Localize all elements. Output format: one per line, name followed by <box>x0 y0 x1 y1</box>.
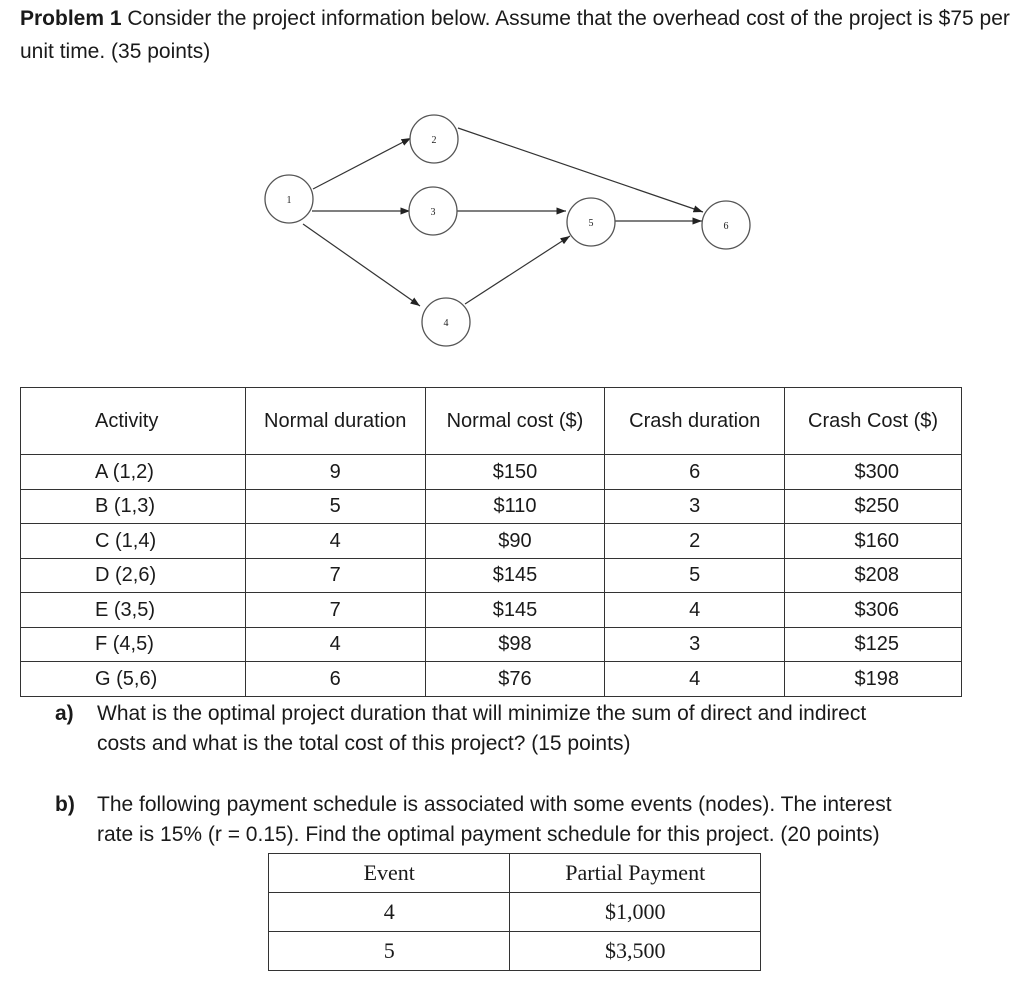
cell-crash-cost: $250 <box>785 489 962 524</box>
edge-1-4 <box>303 224 420 306</box>
question-b-line-1: The following payment schedule is associated with some events (nodes). The interest <box>97 793 892 816</box>
node-2 <box>410 115 458 163</box>
cell-normal-duration: 7 <box>245 593 425 628</box>
cell-normal-duration: 7 <box>245 558 425 593</box>
question-a-line-2: costs and what is the total cost of this project? (15 points) <box>97 732 631 755</box>
problem-title: Problem 1 <box>20 7 122 30</box>
cell-crash-cost: $125 <box>785 627 962 662</box>
cell-normal-duration: 6 <box>245 662 425 697</box>
cell-activity: E (3,5) <box>21 593 246 628</box>
question-a-text <box>97 699 866 759</box>
cell-crash-duration: 2 <box>605 524 785 559</box>
edge-4-5 <box>465 236 570 304</box>
cell-activity: F (4,5) <box>21 627 246 662</box>
node-4-label: 4 <box>443 318 449 329</box>
table-row <box>21 524 962 559</box>
cell-normal-cost: $98 <box>425 627 605 662</box>
table-row <box>269 893 761 932</box>
header-activity: Activity <box>21 388 246 455</box>
question-a-line-1: What is the optimal project duration that will minimize the sum of direct and indirect <box>97 702 867 725</box>
table-row <box>21 662 962 697</box>
header-partial-payment: Partial Payment <box>510 854 761 893</box>
header-normal-duration: Normal duration <box>245 388 425 455</box>
cell-normal-cost: $145 <box>425 593 605 628</box>
question-b-line-2: rate is 15% (r = 0.15). Find the optimal payment schedule for this project. (20 points) <box>97 823 880 846</box>
cell-crash-cost: $208 <box>785 558 962 593</box>
question-b-text <box>97 790 892 850</box>
question-b <box>55 790 1015 852</box>
node-3 <box>409 187 457 235</box>
table-row <box>21 558 962 593</box>
node-4 <box>422 298 470 346</box>
cell-normal-cost: $145 <box>425 558 605 593</box>
header-crash-cost: Crash Cost ($) <box>785 388 962 455</box>
node-1 <box>265 175 313 223</box>
cell-activity: G (5,6) <box>21 662 246 697</box>
cell-normal-duration: 4 <box>245 627 425 662</box>
cell-payment: $1,000 <box>510 893 761 932</box>
payment-schedule-table <box>268 853 761 971</box>
cell-crash-cost: $306 <box>785 593 962 628</box>
header-normal-cost: Normal cost ($) <box>425 388 605 455</box>
question-a <box>55 699 1015 761</box>
cell-normal-duration: 4 <box>245 524 425 559</box>
cell-activity: B (1,3) <box>21 489 246 524</box>
cell-crash-cost: $198 <box>785 662 962 697</box>
project-network-diagram <box>0 0 1024 380</box>
cell-crash-duration: 4 <box>605 662 785 697</box>
node-6-label: 6 <box>723 221 729 232</box>
cell-crash-duration: 3 <box>605 627 785 662</box>
node-6 <box>702 201 750 249</box>
cell-crash-duration: 3 <box>605 489 785 524</box>
cell-payment: $3,500 <box>510 932 761 971</box>
cell-normal-cost: $150 <box>425 455 605 490</box>
cell-crash-cost: $300 <box>785 455 962 490</box>
node-5 <box>567 198 615 246</box>
cell-activity: D (2,6) <box>21 558 246 593</box>
cell-event: 4 <box>269 893 510 932</box>
question-b-label: b) <box>55 793 75 816</box>
cell-crash-duration: 6 <box>605 455 785 490</box>
table-row <box>21 489 962 524</box>
table-row <box>21 627 962 662</box>
cell-crash-duration: 5 <box>605 558 785 593</box>
node-2-label: 2 <box>431 135 437 146</box>
table-row <box>21 593 962 628</box>
cell-normal-cost: $76 <box>425 662 605 697</box>
cell-normal-cost: $110 <box>425 489 605 524</box>
node-3-label: 3 <box>430 207 436 218</box>
cell-crash-cost: $160 <box>785 524 962 559</box>
cell-activity: C (1,4) <box>21 524 246 559</box>
node-1-label: 1 <box>286 195 292 206</box>
cell-normal-duration: 9 <box>245 455 425 490</box>
header-crash-duration: Crash duration <box>605 388 785 455</box>
table-row <box>21 455 962 490</box>
header-event: Event <box>269 854 510 893</box>
cell-activity: A (1,2) <box>21 455 246 490</box>
cell-event: 5 <box>269 932 510 971</box>
cell-normal-duration: 5 <box>245 489 425 524</box>
question-a-label: a) <box>55 702 74 725</box>
edge-1-2 <box>313 138 411 189</box>
node-5-label: 5 <box>588 218 594 229</box>
activity-table-header <box>21 388 962 455</box>
cell-crash-duration: 4 <box>605 593 785 628</box>
problem-text: Consider the project information below. Assume that the overhead cost of the project is $75 per unit time. (35 points) <box>20 7 1010 63</box>
edge-2-6 <box>458 128 703 212</box>
cell-normal-cost: $90 <box>425 524 605 559</box>
table-row <box>269 932 761 971</box>
payment-table-header <box>269 854 761 893</box>
activity-table <box>20 387 962 697</box>
